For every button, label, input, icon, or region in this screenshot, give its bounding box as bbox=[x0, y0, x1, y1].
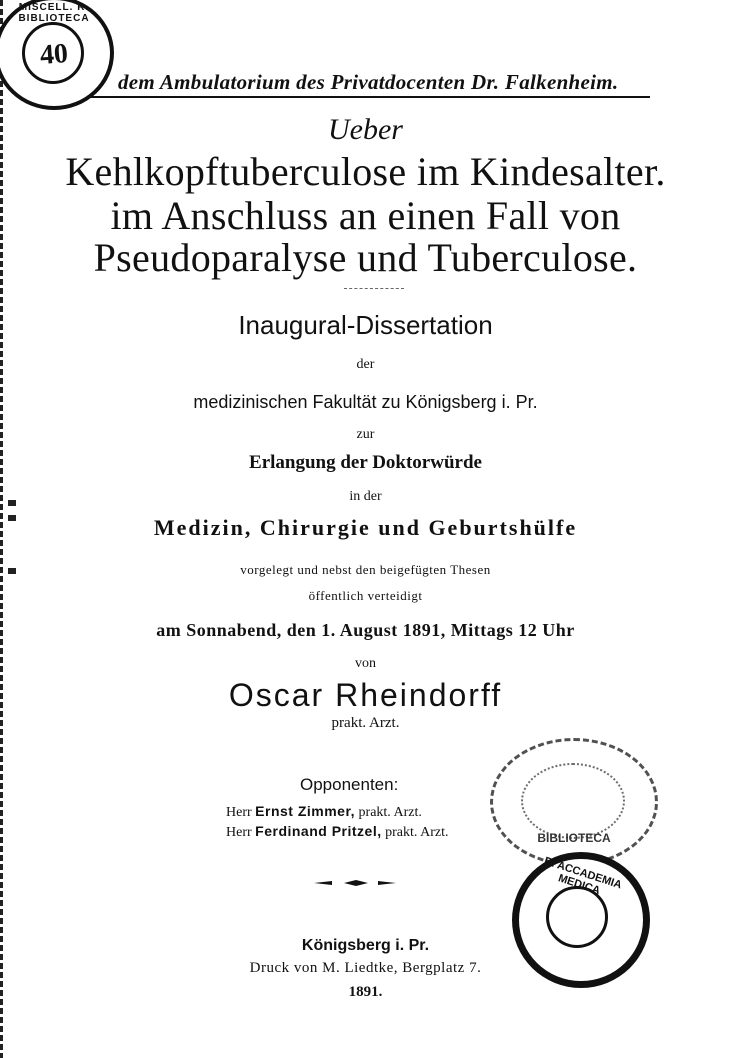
opponent-prefix: Herr bbox=[226, 825, 252, 840]
fields-line: Medizin, Chirurgie und Geburtshülfe bbox=[153, 515, 578, 540]
opponent-prefix: Herr bbox=[226, 805, 252, 820]
stamp-ring-text: R. ACCADEMIA MEDICA bbox=[542, 855, 624, 898]
author-title: prakt. Arzt. bbox=[331, 715, 400, 731]
library-stamp-middle bbox=[490, 738, 658, 866]
opponent-title: prakt. Arzt. bbox=[385, 825, 449, 840]
opponent-1 bbox=[226, 803, 422, 821]
faculty-line: medizinischen Fakultät zu Königsberg i. Pr. bbox=[193, 392, 538, 412]
header-line: dem Ambulatorium des Privatdocenten Dr. Falkenheim. bbox=[118, 70, 619, 94]
stamp-inner-ring bbox=[521, 763, 625, 839]
date-line: am Sonnabend, den 1. August 1891, Mittags 12 Uhr bbox=[156, 620, 575, 640]
dissertation-type: Inaugural-Dissertation bbox=[238, 310, 493, 340]
publisher-year: 1891. bbox=[348, 984, 383, 1000]
title-line-1: Kehlkopftuberculose im Kindesalter. bbox=[65, 149, 666, 194]
stamp-number: 40 bbox=[38, 38, 70, 71]
line-in-der: in der bbox=[349, 489, 382, 504]
line-von: von bbox=[355, 656, 376, 671]
line-zur: zur bbox=[356, 427, 375, 442]
line-der: der bbox=[356, 357, 375, 372]
publisher-city: Königsberg i. Pr. bbox=[301, 937, 430, 954]
title-line-3: Pseudoparalyse und Tuberculose. bbox=[93, 235, 638, 280]
author-name: Oscar Rheindorff bbox=[228, 677, 503, 713]
title-divider bbox=[344, 288, 404, 289]
ornament bbox=[310, 876, 400, 890]
opponent-name: Ernst Zimmer, bbox=[255, 803, 356, 819]
stamp-ring-text: MISCELL. R. BIBLIOTECA bbox=[18, 2, 90, 24]
opponents-label: Opponenten: bbox=[300, 775, 399, 794]
opponent-title: prakt. Arzt. bbox=[358, 805, 422, 820]
submitted-line: vorgelegt und nebst den beigefügten Thesen bbox=[240, 562, 491, 577]
defended-line: öffentlich verteidigt bbox=[308, 588, 423, 603]
title-intro: Ueber bbox=[328, 113, 403, 146]
title-line-2: im Anschluss an einen Fall von bbox=[110, 193, 621, 238]
library-stamp-top bbox=[0, 0, 114, 110]
publisher-printer: Druck von M. Liedtke, Bergplatz 7. bbox=[249, 960, 482, 976]
purpose-line: Erlangung der Doktorwürde bbox=[249, 452, 482, 473]
opponent-name: Ferdinand Pritzel, bbox=[255, 823, 382, 839]
stamp-word: BIBLIOTECA bbox=[537, 831, 611, 845]
opponent-2 bbox=[226, 823, 449, 841]
header-rule bbox=[90, 96, 650, 98]
